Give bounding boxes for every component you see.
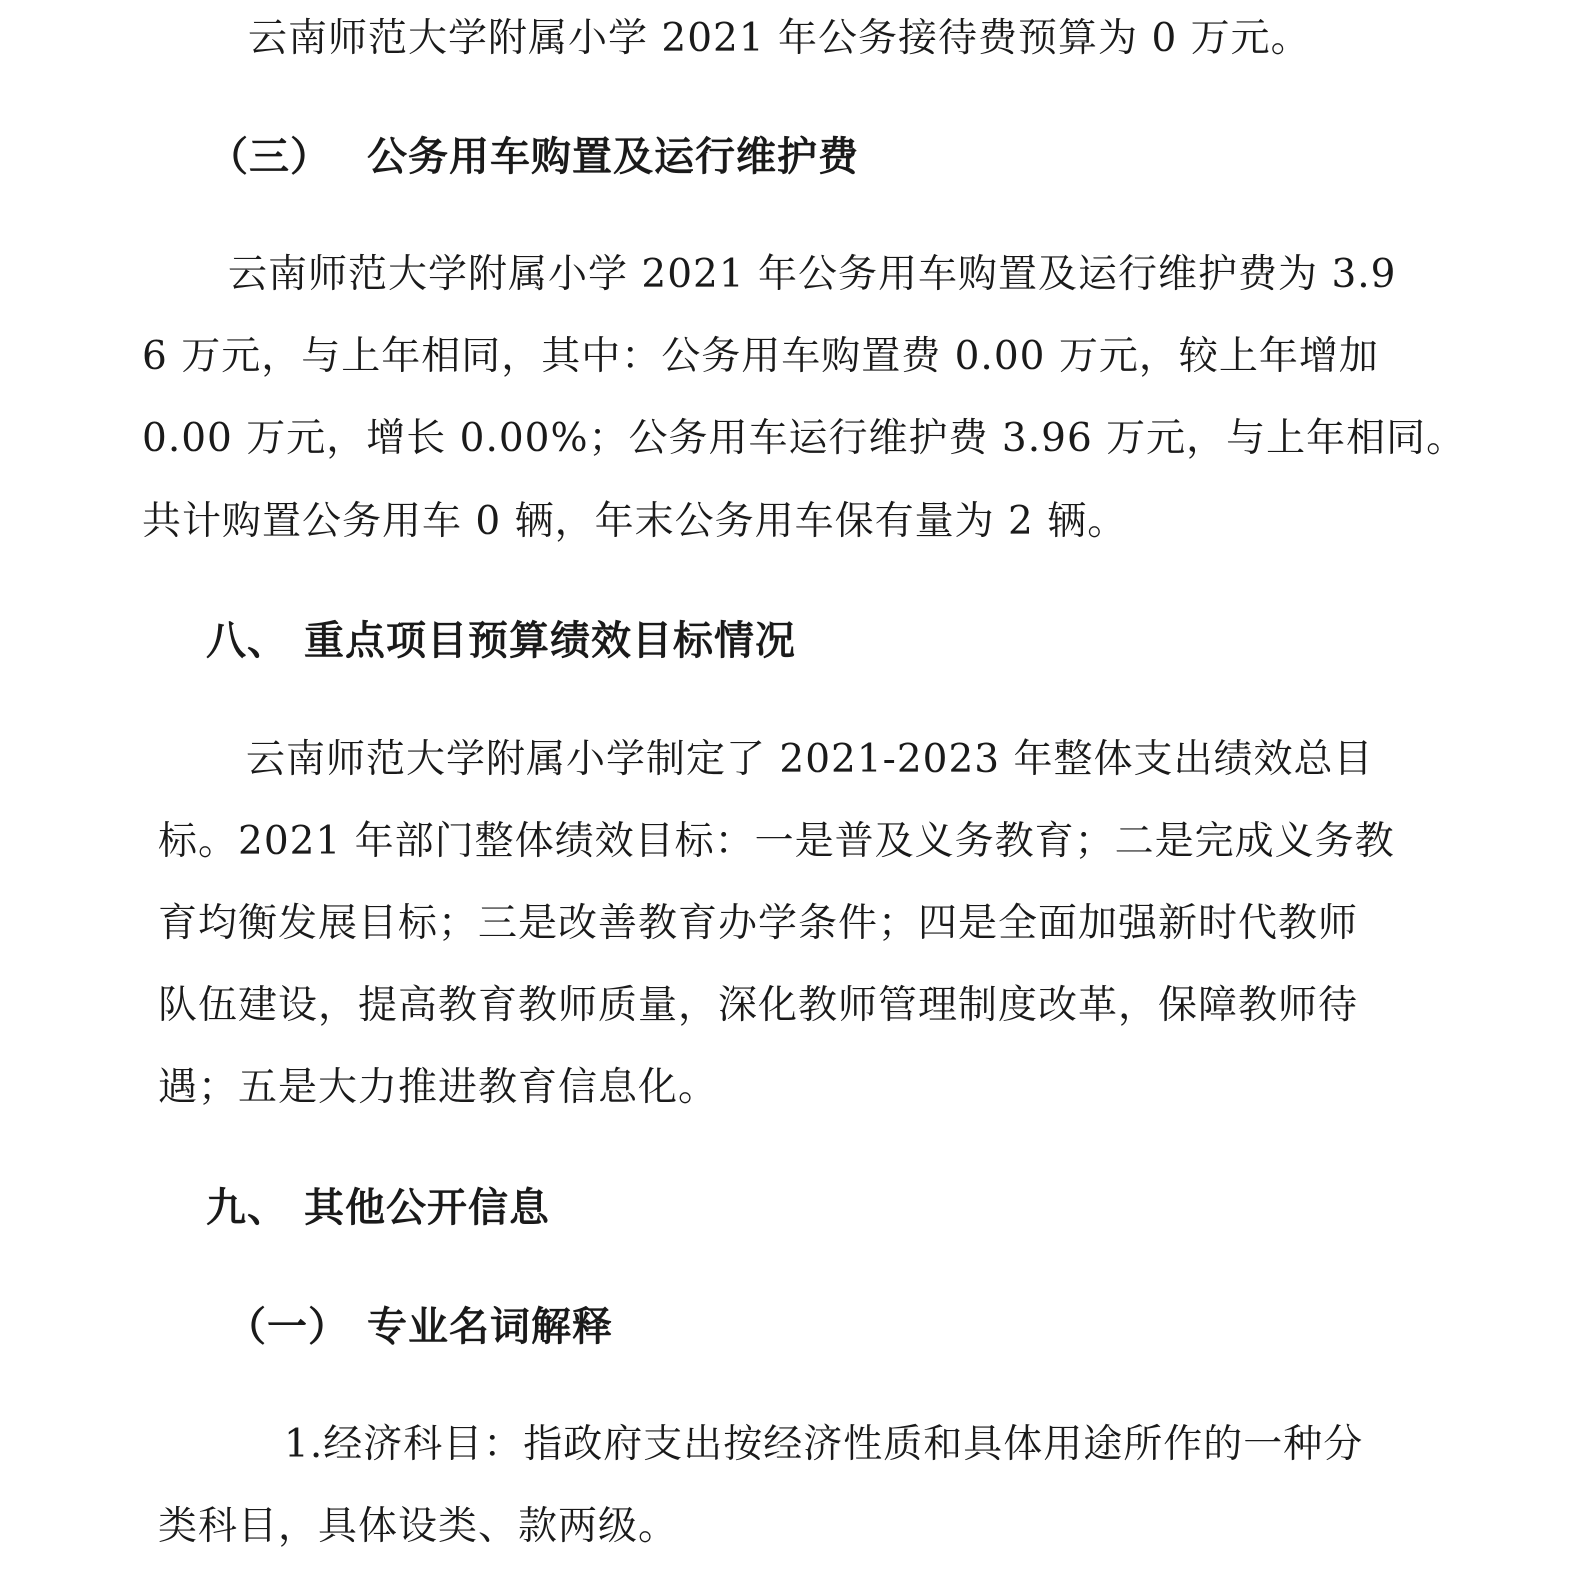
paragraph-goals-line-2: 标。2021 年部门整体绩效目标：一是普及义务教育；二是完成义务教	[158, 819, 1395, 864]
paragraph-goals-line-1: 云南师范大学附属小学制定了 2021-2023 年整体支出绩效总目	[246, 737, 1374, 782]
paragraph-goals-line-4: 队伍建设，提高教育教师质量，深化教师管理制度改革，保障教师待	[158, 983, 1359, 1028]
section-heading-vehicle-costs	[208, 132, 859, 182]
paragraph-vehicle-line-1: 云南师范大学附属小学 2021 年公务用车购置及运行维护费为 3.9	[228, 252, 1397, 297]
paragraph-glossary-line-2: 类科目，具体设类、款两级。	[158, 1504, 679, 1549]
heading-number: （三）	[208, 134, 331, 180]
heading-title: 重点项目预算绩效目标情况	[304, 618, 796, 664]
paragraph-goals-line-5: 遇；五是大力推进教育信息化。	[158, 1065, 719, 1110]
paragraph-reception-fee: 云南师范大学附属小学 2021 年公务接待费预算为 0 万元。	[248, 16, 1311, 61]
paragraph-vehicle-line-3: 0.00 万元，增长 0.00%；公务用车运行维护费 3.96 万元，与上年相同。	[142, 416, 1467, 461]
heading-title: 其他公开信息	[304, 1185, 550, 1231]
paragraph-goals-line-3: 育均衡发展目标；三是改善教育办学条件；四是全面加强新时代教师	[158, 901, 1359, 946]
heading-title: 公务用车购置及运行维护费	[367, 134, 859, 180]
section-heading-performance-goals	[206, 616, 796, 666]
heading-number: 八、	[206, 618, 288, 664]
subsection-heading-glossary	[226, 1302, 613, 1352]
paragraph-vehicle-line-4: 共计购置公务用车 0 辆，年末公务用车保有量为 2 辆。	[142, 499, 1128, 544]
paragraph-glossary-line-1: 1.经济科目：指政府支出按经济性质和具体用途所作的一种分	[284, 1422, 1364, 1467]
heading-title: 专业名词解释	[367, 1304, 613, 1350]
section-heading-other-info	[206, 1183, 550, 1233]
heading-number: 九、	[206, 1185, 288, 1231]
heading-number: （一）	[226, 1304, 349, 1350]
paragraph-vehicle-line-2: 6 万元，与上年相同，其中：公务用车购置费 0.00 万元，较上年增加	[142, 334, 1379, 379]
